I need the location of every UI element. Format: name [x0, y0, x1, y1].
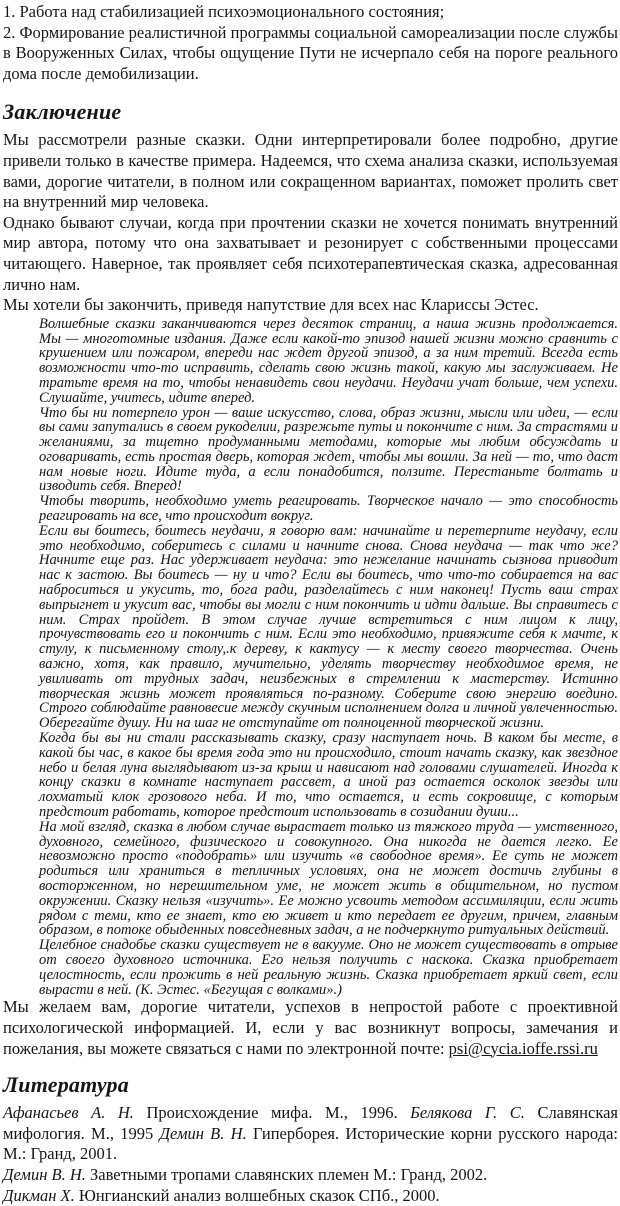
entry-text: Гиперборея. Исторические корни русского народа: М.: Гранд, 2001. — [3, 1123, 619, 1164]
numbered-item-1: 1. Работа над стабилизацией психоэмоционального состояния; — [3, 2, 445, 21]
bibliography-entry — [3, 1103, 618, 1165]
quote-paragraph: На мой взгляд, сказка в любом случае вырастает только из тяжкого труда — умственного, духовного, семейного, физического и совокупного. Она никогда не дается легко. Ее невозможно просто «подобрать» или изучить «в свободное время». Ее суть не может родиться или храниться в тепличных условиях, она не может достичь глубины в восторженном, но нерешительном уме, не может жить в общительном, но пустом окружении. Сказку нельзя «изучить». Ее можно усвоить методом ассимиляции, если жить рядом с теми, кто ее знает, кто ею живет и кто передает ее другим, причем, главным образом, в потоке обыденных повседневных задач, а не подчеркнуто ритуальных действий. — [39, 818, 618, 939]
entry-text: Юнгианский анализ волшебных сказок СПб., 2000. — [74, 1185, 440, 1205]
author-name: Белякова Г. С. — [410, 1103, 525, 1123]
quote-paragraph: Чтобы творить, необходимо уметь реагировать. Творческое начало — это способность реагировать на все, что происходит вокруг. — [39, 493, 618, 525]
literature-heading: Литература — [3, 1072, 129, 1098]
numbered-item-2: 2. Формирование реалистичной программы социальной самореализации после службы в Вооруженных Силах, чтобы ощущение Пути не исчерпало себя на пороге реального дома после демобилизации. — [3, 22, 618, 83]
quote-paragraph: Волшебные сказки заканчиваются через десяток страниц, а наша жизнь продолжается. Мы — многотомные издания. Даже если какой-то эпизод нашей жизни можно сравнить с крушением или пожаром, впереди нас ждет другой эпизод, а за ним третий. Всегда есть возможности что-то исправить, сделать свою жизнь такой, какую мы заслуживаем. Не тратьте время на то, чтобы ненавидеть свои неудачи. Неудачи учат больше, чем успехи. Слушайте, учитесь, идите вперед. — [39, 315, 618, 406]
entry-text: Славянская мифология. М., 1995 — [3, 1103, 619, 1143]
entry-text: Заветными тропами славянских племен М.: Гранд, 2002. — [85, 1164, 488, 1184]
author-name: Дикман Х. — [3, 1185, 75, 1205]
email-link[interactable]: psi@cycia.ioffe.rssi.ru — [448, 1038, 598, 1058]
author-name: Афанасьев А. Н. — [3, 1103, 134, 1123]
conclusion-heading: Заключение — [3, 99, 122, 125]
conclusion-paragraph: Мы рассмотрели разные сказки. Одни интерпретировали более подробно, другие привели только в качестве примера. Надеемся, что схема анализа сказки, используемая вами, дорогие читатели, в полном или сокращенном вариантах, поможет пролить свет на внутренний мир человека. — [3, 130, 618, 212]
quote-paragraph: Целебное снадобье сказки существует не в вакууме. Оно не может существовать в отрыве от своего духовного источника. Его нельзя получить с наскока. Сказка приобретает целостность, если прожить в ней реальную жизнь. Сказка приобретает яркий свет, если вырасти в ней. (К. Эстес. «Бегущая с волками».) — [39, 937, 618, 998]
quote-paragraph: Что бы ни потерпело урон — ваше искусство, слова, образ жизни, мысли или идеи, — если вы сами запутались в своем рукоделии, разрежьте путы и покончите с ним. За страстями и желаниями, за тщетно продуманными методами, которые мы любим обсуждать и оговаривать, есть простая дверь, которая ждет, чтобы мы вошли. За ней — то, что даст нам новые ноги. Идите туда, а если понадобится, ползите. Перестаньте болтать и изводить себя. Вперед! — [39, 404, 618, 495]
closing-text: Мы желаем вам, дорогие читатели, успехов в непростой работе с проективной психологической информацией. И, если у вас возникнут вопросы, замечания и пожелания, вы можете связаться с нами по электронной почте: — [3, 997, 618, 1058]
author-name: Демин В. Н. — [3, 1164, 86, 1184]
bibliography-entry — [3, 1186, 618, 1206]
author-name: Демин В. Н. — [159, 1123, 247, 1143]
estes-quote-block — [39, 317, 618, 998]
bibliography-list — [3, 1103, 618, 1206]
quote-paragraph: Если вы боитесь, боитесь неудачи, я говорю вам: начинайте и перетерпите неудачу, если это необходимо, соберитесь с силами и начните снова. Снова неудача — так что же? Начните еще раз. Нас удерживает неудача: это нежелание начинать сызнова приводит нас к застою. Вы боитесь — ну и что? Если вы боитесь, что что-то собирается на вас наброситься и укусить, то, бога ради, разделайтесь с ним наконец! Пусть ваш страх выпрыгнет и укусит вас, чтобы вы могли с ним покончить и идти дальше. Вы справитесь с ним. Страх пройдет. В этом случае лучше встретиться с ним лицом к лицу, прочувствовать его и покончить с ним. Если это необходимо, привяжите себя к мачте, к стулу, к письменному столу,.к дереву, к кактусу — к месту своего творчества. Очень важно, хотя, как правило, мучительно, уделять творчеству необходимое время, не увиливать от трудных задач, неизбежных в стремлении к мастерству. Истинно творческая жизнь может проявляться по-разному. Соберите свою энергию воедино. Строго соблюдайте равновесие между скучным исполнением долга и личной увлеченностью. Оберегайте душу. Ни на шаг не отступайте от полноценной творческой жизни. — [39, 522, 618, 732]
conclusion-paragraph: Однако бывают случаи, когда при прочтении сказки не хочется понимать внутренний мир автора, потому что она захватывает и резонирует с собственными процессами читающего. Наверное, так проявляет себя психотерапевтическая сказка, адресованная лично нам. — [3, 212, 618, 294]
conclusion-paragraph: Мы хотели бы закончить, приведя напутствие для всех нас Клариссы Эстес. — [3, 295, 539, 315]
entry-text: Происхождение мифа. М., 1996. — [133, 1103, 411, 1123]
closing-paragraph — [3, 997, 618, 1059]
bibliography-entry — [3, 1165, 618, 1186]
quote-paragraph: Когда бы вы ни стали рассказывать сказку, сразу наступает ночь. В каком бы месте, в какой бы час, в какое бы время года это ни происходило, стоит начать сказку, как звездное небо и белая луна выглядывают из-за крыш и нависают над головами слушателей. Иногда к концу сказки в комнате наступает рассвет, а иной раз остается осколок звезды или лохматый клок грозового неба. И то, что остается, и есть сокровище, с которым предстоит работать, которое предстоит использовать в созидании души... — [39, 730, 618, 821]
